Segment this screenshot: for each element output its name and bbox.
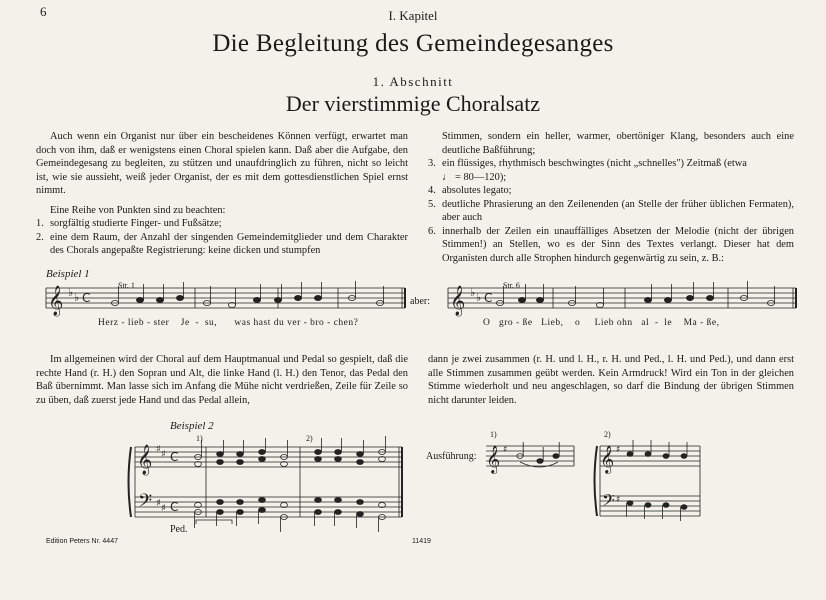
section-heading: 1. Abschnitt (372, 74, 454, 89)
notes-example-2 (195, 436, 386, 532)
common-time-icon: C (484, 291, 493, 305)
pedal-bracket (196, 520, 232, 524)
item-number: 1. (36, 218, 44, 229)
staff-example-1-right (448, 288, 796, 308)
item-text: Stimmen, sondern ein heller, warmer, obertöniger Klang, besonders auch eine deutliche Baßführung; (442, 131, 794, 156)
common-time-icon: C (170, 450, 179, 464)
flat-icon: ♭ (470, 286, 476, 299)
bass-clef-icon: 𝄢 (138, 491, 153, 516)
chapter-heading: I. Kapitel (388, 8, 438, 23)
item-number: 2. (36, 231, 44, 243)
section-title: Der vierstimmige Choralsatz (285, 91, 541, 116)
item-text: ♩ = 80—120); (442, 171, 507, 183)
verse-label-left: Str. 1 (118, 281, 135, 290)
common-time-icon: C (170, 500, 179, 514)
sharp-icon: ♯ (503, 445, 508, 455)
item-text: eine dem Raum, der Anzahl der singenden Gemeindemitglieder und dem Charakter des Chorals angepaßte Registrierung: keine dicken und stumpfen (50, 231, 408, 256)
flat-icon: ♭ (74, 291, 80, 304)
sharp-icon: ♯ (616, 445, 621, 455)
plate-number: 11419 (412, 538, 431, 545)
page-number: 6 (40, 4, 47, 19)
mark-2-execution: 2) (604, 430, 611, 439)
mark-2: 2) (306, 434, 313, 443)
verse-label-right: Str. 6 (503, 281, 520, 290)
item-text: absolutes legato; (442, 185, 512, 196)
sharp-icon: ♯ (161, 449, 166, 460)
edition-note: Edition Peters Nr. 4447 (46, 538, 118, 545)
bass-clef-icon: 𝄢 (602, 490, 615, 514)
sharp-icon: ♯ (156, 444, 161, 455)
item-text: innerhalb der Zeilen ein unauffälliges Absetzen der Melodie (nicht der übrigen Stimmen!) an Stellen, wo es der Sinn des Textes verlangt. Dieser hat dem Organisten durch alle Strophen hindurch gegenwärtig zu sein, z. B.: (442, 225, 794, 264)
treble-clef-icon: 𝄞 (48, 286, 64, 316)
mark-1: 1) (196, 434, 203, 443)
item-number: 5. (428, 198, 436, 210)
treble-clef-icon: 𝄞 (137, 445, 153, 475)
item-number: 6. (428, 225, 436, 237)
item-number: 4. (428, 185, 436, 196)
treble-clef-icon: 𝄞 (600, 445, 615, 473)
flat-icon: ♭ (68, 286, 74, 299)
item-text: ein flüssiges, rhythmisch beschwingtes (nicht „schnelles") Zeitmaß (etwa (442, 158, 747, 169)
body-text: dann je zwei zusammen (r. H. und l. H., r. H. und Ped., l. H. und Ped.), und dann erst alle Stimmen zusammen geübt werden. Kein Armdruck! Wird ein Ton in der gleichen Stimme wiederholt und neu angeschlagen, so darf die Bindung der übrigen Stimmen nicht darunter leiden. (428, 354, 794, 406)
notes-example-1-left (111, 281, 383, 308)
example-1-label: Beispiel 1 (46, 268, 90, 280)
example-2-label: Beispiel 2 (170, 420, 214, 432)
page-title: Die Begleitung des Gemeindegesanges (212, 30, 614, 57)
common-time-icon: C (82, 291, 91, 305)
sharp-icon: ♯ (161, 503, 166, 514)
flat-icon: ♭ (476, 291, 482, 304)
item-text: sorgfältig studierte Finger- und Fußsätze; (50, 218, 222, 229)
mark-1-execution: 1) (490, 430, 497, 439)
intro-paragraph: Auch wenn ein Organist nur über ein bescheidenes Können verfügt, erwartet man doch von ihm, daß er wenigstens einen Choral spielen kann. Daß aber die Aufgabe, den Gemeindegesang zu begleiten, zu stützen und unaufdringlich zu führen, nicht so leicht ist, wie sie aussieht, weiß jeder Organist, der es mit dem gottesdienstlichen Spiel ernst nimmt. (36, 131, 408, 196)
sharp-icon: ♯ (156, 498, 161, 509)
treble-clef-icon: 𝄞 (450, 286, 466, 316)
sharp-icon: ♯ (616, 495, 621, 505)
treble-clef-icon: 𝄞 (486, 445, 501, 473)
pedal-label: Ped. (170, 524, 188, 535)
lead-sentence: Eine Reihe von Punkten sind zu beachten: (50, 204, 226, 216)
item-text: deutliche Phrasierung an den Zeilenenden (an Stelle der früher üblichen Fermaten), aber auch (442, 198, 794, 223)
notes-example-1-right (496, 281, 774, 308)
execution-label: Ausführung: (426, 451, 477, 462)
aber-label: aber: (410, 296, 430, 307)
body-text: Im allgemeinen wird der Choral auf dem Hauptmanual und Pedal so gespielt, daß die rechte Hand (r. H.) den Sopran und Alt, die linke Hand (l. H.) den Tenor, das Pedal den Baß übernimmt. Man lasse sich im Anfang die Mühe nicht verdrießen, Zeile für Zeile so zu üben, daß zuerst jede Hand und das Pedal allein, (36, 354, 408, 406)
item-number: 3. (428, 158, 436, 169)
staff-example-1-left (46, 288, 405, 308)
lyrics-right: O gro - ße Lieb, o Lieb ohn al - le Ma - ße, (483, 318, 720, 328)
lyrics-left: Herz - lieb - ster Je - su, was hast du ver - bro - chen? (98, 318, 359, 328)
